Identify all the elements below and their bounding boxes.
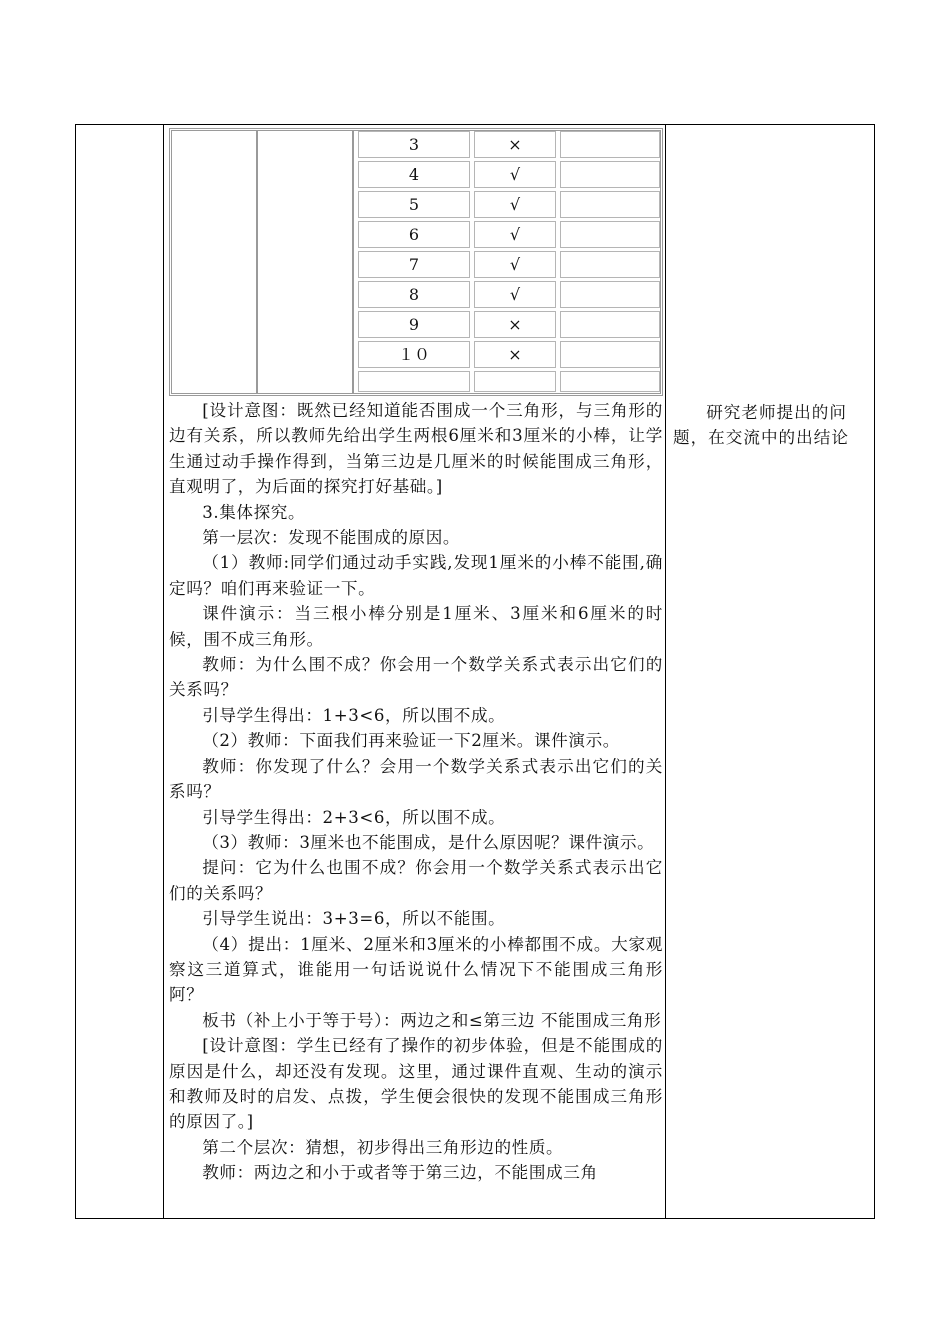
table-row	[358, 131, 660, 161]
third-side-length-cell: 4	[358, 161, 470, 188]
paragraph: 教师：为什么围不成？你会用一个数学关系式表示出它们的关系吗？	[169, 655, 663, 700]
table-row	[358, 251, 660, 281]
result-mark-cell: √	[474, 161, 556, 188]
note-cell	[560, 311, 660, 338]
paragraph: 课件演示：当三根小棒分别是1厘米、3厘米和6厘米的时候，围不成三角形。	[169, 604, 663, 649]
table-row	[358, 371, 660, 401]
third-side-length-cell	[358, 371, 470, 392]
teacher-remark: 研究老师提出的问题，在交流中的出结论	[673, 403, 849, 448]
inner-column-divider-1	[256, 131, 258, 393]
note-cell	[560, 341, 660, 368]
column-divider-left	[163, 125, 164, 1218]
note-cell	[560, 281, 660, 308]
teacher-remark-column	[673, 400, 869, 451]
paragraph: （2）教师：下面我们再来验证一下2厘米。课件演示。	[202, 731, 620, 751]
result-mark-cell: ×	[474, 341, 556, 368]
table-row	[358, 341, 660, 371]
table-row	[358, 311, 660, 341]
design-intent-paragraph: [设计意图：既然已经知道能否围成一个三角形，与三角形的边有关系，所以教师先给出学生两根6厘米和3厘米的小棒，让学生通过动手操作得到，当第三边是几厘米的时候能围成三角形，直观明了，为后面的探究打好基础。]	[169, 401, 663, 497]
result-mark-cell: √	[474, 221, 556, 248]
note-cell	[560, 191, 660, 218]
paragraph: 提问：它为什么也围不成？你会用一个数学关系式表示出它们的关系吗？	[169, 858, 663, 903]
paragraph: （1）教师:同学们通过动手实践,发现1厘米的小棒不能围,确定吗？咱们再来验证一下。	[169, 553, 663, 598]
third-side-length-cell: 3	[358, 131, 470, 158]
third-side-length-cell: １０	[358, 341, 470, 368]
blackboard-note: 板书（补上小于等于号）：两边之和≤第三边 不能围成三角形	[202, 1010, 662, 1030]
third-side-length-cell: 8	[358, 281, 470, 308]
result-mark-cell: ×	[474, 131, 556, 158]
result-mark-cell: √	[474, 251, 556, 278]
third-side-length-cell: 6	[358, 221, 470, 248]
paragraph: 引导学生得出：1+3<6，所以围不成。	[202, 705, 506, 725]
table-row	[358, 281, 660, 311]
paragraph: （3）教师：3厘米也不能围成，是什么原因呢？课件演示。	[202, 832, 655, 852]
third-side-length-cell: 9	[358, 311, 470, 338]
experiment-results-table	[169, 128, 663, 396]
result-mark-cell: √	[474, 281, 556, 308]
result-mark-cell: ×	[474, 311, 556, 338]
third-side-length-cell: 7	[358, 251, 470, 278]
section-heading: 3.集体探究。	[202, 502, 306, 522]
table-row	[358, 191, 660, 221]
design-intent-paragraph: [设计意图：学生已经有了操作的初步体验，但是不能围成的原因是什么，却还没有发现。这里，通过课件直观、生动的演示和教师及时的启发、点拨，学生便会很快的发现不能围成三角形的原因了。]	[169, 1036, 663, 1132]
note-cell	[560, 251, 660, 278]
table-row	[358, 161, 660, 191]
level-heading: 第一层次：发现不能围成的原因。	[202, 528, 461, 548]
inner-column-divider-2	[352, 131, 354, 393]
paragraph: （4）提出：1厘米、2厘米和3厘米的小棒都围不成。大家观察这三道算式，谁能用一句话说说什么情况下不能围成三角形阿？	[169, 934, 663, 1005]
level-heading: 第二个层次：猜想，初步得出三角形边的性质。	[202, 1137, 564, 1157]
note-cell	[560, 221, 660, 248]
result-mark-cell: √	[474, 191, 556, 218]
result-mark-cell	[474, 371, 556, 392]
column-divider-right	[665, 125, 666, 1218]
lesson-procedure-text	[169, 398, 663, 1186]
lesson-plan-table	[75, 124, 875, 1219]
note-cell	[560, 371, 660, 392]
paragraph: 教师：两边之和小于或者等于第三边，不能围成三角	[202, 1163, 598, 1183]
note-cell	[560, 131, 660, 158]
third-side-length-cell: 5	[358, 191, 470, 218]
note-cell	[560, 161, 660, 188]
table-row	[358, 221, 660, 251]
paragraph: 引导学生说出：3+3=6，所以不能围。	[202, 909, 506, 929]
paragraph: 教师：你发现了什么？会用一个数学关系式表示出它们的关系吗？	[169, 756, 663, 802]
paragraph: 引导学生得出：2+3<6，所以围不成。	[202, 807, 506, 827]
